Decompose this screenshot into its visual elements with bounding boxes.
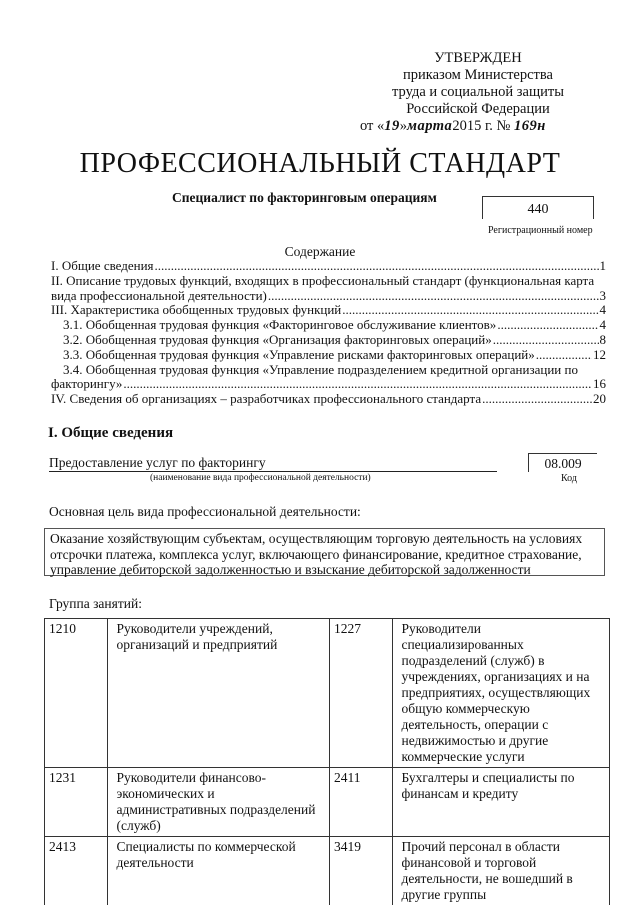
toc-item-text: 3.3. Обобщенная трудовая функция «Управление рисками факторинговых операций» bbox=[63, 346, 535, 362]
occupation-group-label: Группа занятий: bbox=[49, 596, 142, 611]
order-number: 169н bbox=[513, 118, 546, 134]
toc-item-text: вида профессиональной деятельности) bbox=[51, 287, 267, 303]
table-row bbox=[45, 837, 610, 905]
toc-leader bbox=[342, 303, 598, 318]
toc-leader bbox=[536, 348, 592, 363]
activity-type-caption: (наименование вида профессиональной деятельности) bbox=[150, 473, 371, 483]
occupation-table bbox=[44, 618, 610, 905]
toc-item-cont bbox=[51, 377, 606, 392]
purpose-label: Основная цель вида профессиональной деятельности: bbox=[49, 504, 361, 519]
occupation-name: Специалисты по коммерческой деятельности bbox=[108, 837, 330, 905]
toc-item-text: II. Описание трудовых функций, входящих в профессиональный стандарт (функциональная карта bbox=[51, 272, 595, 288]
activity-code-box bbox=[528, 453, 597, 472]
occupation-code: 2411 bbox=[330, 768, 393, 837]
toc-item[interactable] bbox=[51, 348, 606, 363]
occupation-name: Руководители учреждений, организаций и предприятий bbox=[108, 619, 330, 768]
occupation-name: Бухгалтеры и специалисты по финансам и кредиту bbox=[393, 768, 610, 837]
toc-leader bbox=[497, 318, 598, 333]
toc-item[interactable] bbox=[51, 318, 606, 333]
section-heading: I. Общие сведения bbox=[48, 425, 174, 441]
toc-leader bbox=[493, 333, 599, 348]
approval-line-2: труда и социальной защиты bbox=[392, 84, 564, 100]
toc-item[interactable] bbox=[51, 363, 606, 378]
approval-date-line bbox=[358, 118, 598, 135]
toc-item-text: 3.4. Обобщенная трудовая функция «Управление подразделением кредитной организации по bbox=[63, 361, 578, 377]
occupation-code: 2413 bbox=[45, 837, 108, 905]
toc-item-page: 20 bbox=[593, 391, 606, 407]
approval-block bbox=[358, 50, 598, 135]
activity-code: 08.009 bbox=[544, 456, 582, 471]
toc-item-page: 12 bbox=[593, 346, 606, 362]
toc-item-page: 8 bbox=[599, 331, 606, 347]
approval-line-3: Российской Федерации bbox=[406, 101, 550, 117]
purpose-text: Оказание хозяйствующим субъектам, осуществляющим торговую деятельность на условиях отсрочки платежа, комплекса услуг, включающего финансирование, кредитное страхование, управление дебиторской задолженностью и взыскание дебиторской задолженности bbox=[44, 528, 605, 576]
toc-item[interactable] bbox=[51, 333, 606, 348]
occupation-code: 1231 bbox=[45, 768, 108, 837]
toc-item-text: I. Общие сведения bbox=[51, 258, 154, 273]
toc-item-page: 4 bbox=[599, 302, 606, 318]
toc-item-page: 4 bbox=[599, 317, 606, 333]
table-of-contents bbox=[51, 259, 606, 407]
toc-item-text: 3.2. Обобщенная трудовая функция «Организация факторинговых операций» bbox=[63, 331, 492, 347]
registration-number-box bbox=[482, 196, 594, 219]
date-mid: » bbox=[399, 118, 408, 134]
activity-type-name: Предоставление услуг по факторингу bbox=[49, 455, 497, 472]
toc-item[interactable] bbox=[51, 274, 606, 289]
document-title: ПРОФЕССИОНАЛЬНЫЙ СТАНДАРТ bbox=[79, 148, 561, 179]
toc-item-text: III. Характеристика обобщенных трудовых функций bbox=[51, 302, 342, 318]
toc-leader bbox=[268, 289, 599, 304]
toc-item-text: 3.1. Обобщенная трудовая функция «Факторинговое обслуживание клиентов» bbox=[63, 317, 497, 333]
date-prefix: от « bbox=[360, 118, 385, 134]
occupation-code: 1210 bbox=[45, 619, 108, 768]
toc-item-text: факторингу» bbox=[51, 376, 123, 392]
occupation-name: Прочий персонал в области финансовой и торговой деятельности, не вошедший в другие группы bbox=[393, 837, 610, 905]
toc-item-text: IV. Сведения об организациях – разработчиках профессионального стандарта bbox=[51, 391, 482, 407]
toc-item[interactable] bbox=[51, 303, 606, 318]
toc-item-page: 1 bbox=[599, 258, 606, 273]
occupation-name: Руководители финансово-экономических и административных подразделений (служб) bbox=[108, 768, 330, 837]
date-day: 19 bbox=[384, 118, 400, 134]
registration-label: Регистрационный номер bbox=[488, 225, 593, 236]
toc-item-cont bbox=[51, 289, 606, 304]
table-row bbox=[45, 768, 610, 837]
occupation-code: 1227 bbox=[330, 619, 393, 768]
approval-heading: УТВЕРЖДЕН bbox=[434, 50, 522, 66]
toc-leader bbox=[155, 259, 599, 274]
toc-item[interactable] bbox=[51, 259, 606, 274]
date-year: 2015 г. № bbox=[452, 118, 511, 134]
document-subtitle: Специалист по факторинговым операциям bbox=[172, 190, 437, 205]
toc-leader bbox=[482, 392, 592, 407]
registration-number: 440 bbox=[527, 202, 549, 217]
toc-item-page: 3 bbox=[599, 287, 606, 303]
toc-item[interactable] bbox=[51, 392, 606, 407]
table-row bbox=[45, 619, 610, 768]
occupation-code: 3419 bbox=[330, 837, 393, 905]
toc-item-page: 16 bbox=[593, 376, 606, 392]
toc-leader bbox=[123, 377, 592, 392]
activity-code-label: Код bbox=[561, 473, 577, 484]
approval-line-1: приказом Министерства bbox=[403, 67, 553, 83]
occupation-name: Руководители специализированных подразделений (служб) в учреждениях, организациях и на предприятиях, осуществляющих общую коммерческую деятельность, операции с недвижимостью и другие коммерческие услуги bbox=[393, 619, 610, 768]
toc-heading: Содержание bbox=[284, 244, 356, 259]
date-month: марта bbox=[407, 118, 453, 134]
